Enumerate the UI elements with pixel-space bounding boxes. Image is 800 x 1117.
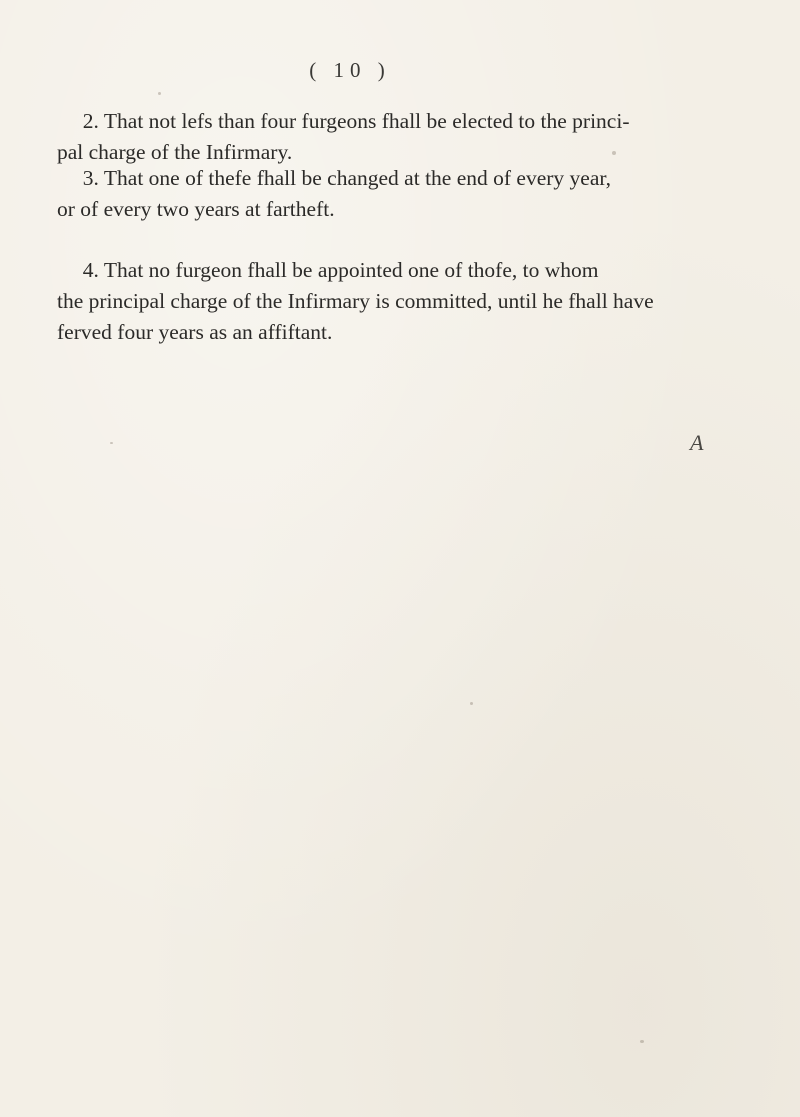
paragraph-rule-2 (57, 106, 747, 168)
paragraph-rule-4 (57, 255, 747, 348)
paragraph-rule-3 (57, 163, 747, 225)
text-line: 2. That not lefs than four furgeons fhall be elected to the princi- (82, 109, 630, 133)
page-number: ( 10 ) (309, 58, 391, 82)
paper-speck (640, 1040, 644, 1043)
text-line: 4. That no furgeon fhall be appointed one of thofe, to whom (82, 258, 599, 282)
text-line: pal charge of the Infirmary. (57, 140, 293, 164)
text-line: or of every two years at fartheft. (57, 197, 335, 221)
text-line: ferved four years as an affiftant. (57, 320, 333, 344)
paper-speck (470, 702, 473, 705)
paper-speck (158, 92, 161, 95)
paper-speck (110, 442, 113, 444)
text-line: 3. That one of thefe fhall be changed at the end of every year, (82, 166, 612, 190)
text-line: the principal charge of the Infirmary is committed, until he fhall have (57, 289, 654, 313)
paper-speck (612, 151, 616, 155)
catchword: A (690, 430, 704, 455)
